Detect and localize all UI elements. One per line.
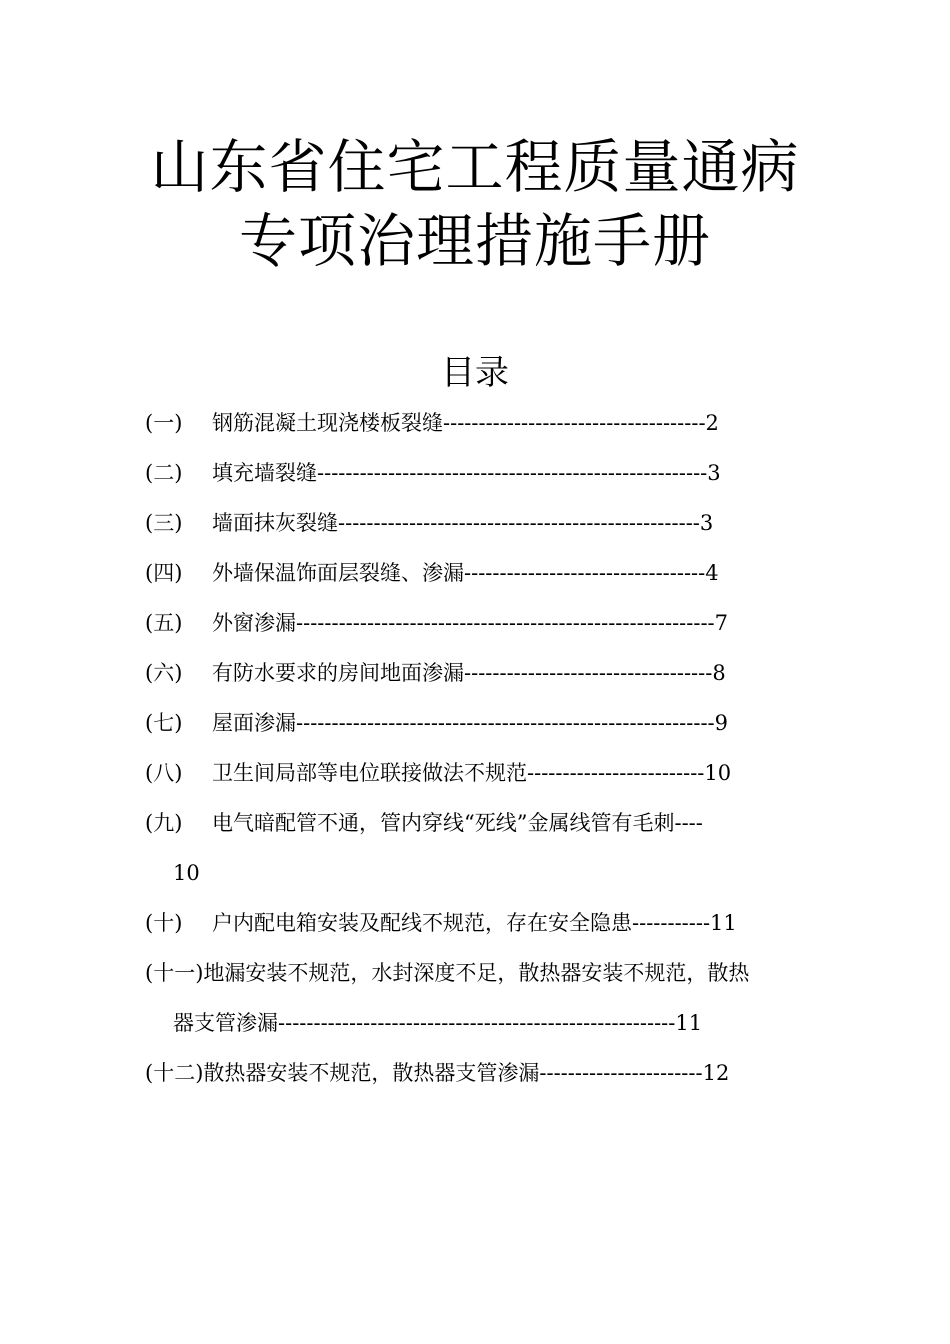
toc-item-text: 屋面渗漏-----------------------------------------------------------9	[212, 711, 729, 735]
toc-item	[145, 798, 810, 848]
toc-heading: 目录	[441, 353, 509, 393]
toc-item-text: 墙面抹灰裂缝---------------------------------------------------3	[212, 511, 714, 535]
toc-item	[145, 648, 810, 698]
document-title-line-1: 山东省住宅工程质量通病	[150, 133, 800, 201]
toc-item-text: 填充墙裂缝-------------------------------------------------------3	[212, 461, 721, 485]
toc-item-text: 电气暗配管不通，管内穿线“死线”金属线管有毛刺----	[212, 811, 703, 835]
toc-item-text: 外墙保温饰面层裂缝、渗漏----------------------------------4	[212, 561, 719, 585]
toc-item	[145, 1048, 810, 1098]
toc-item-number: (九)	[145, 811, 183, 835]
toc-item-continuation	[145, 998, 810, 1048]
toc-item-text: 外窗渗漏-----------------------------------------------------------7	[212, 611, 729, 635]
toc-item-text: 地漏安装不规范，水封深度不足，散热器安装不规范，散热	[203, 961, 750, 985]
toc-item-text: 钢筋混凝土现浇楼板裂缝-------------------------------------2	[212, 411, 719, 435]
toc-item-number: (二)	[145, 461, 183, 485]
toc-item-number: (八)	[145, 761, 183, 785]
toc-item	[145, 498, 810, 548]
toc-item-text: 有防水要求的房间地面渗漏-----------------------------------8	[212, 661, 726, 685]
toc-item-number: (三)	[145, 511, 183, 535]
toc-item-text: 卫生间局部等电位联接做法不规范-------------------------10	[212, 761, 732, 785]
toc-item	[145, 698, 810, 748]
toc-item-number: (十)	[145, 911, 183, 935]
toc-item-number: (十二)	[145, 1061, 204, 1085]
toc-item	[145, 898, 810, 948]
toc-item-number: (一)	[145, 411, 183, 435]
document-title-line-2: 专项治理措施手册	[238, 207, 711, 275]
toc-item-number: (十一)	[145, 961, 204, 985]
toc-item	[145, 598, 810, 648]
toc-item	[145, 398, 810, 448]
toc-item-continuation-text: 10	[173, 861, 200, 885]
toc-item-continuation	[145, 848, 810, 898]
toc-item	[145, 548, 810, 598]
toc-item	[145, 748, 810, 798]
toc-item-number: (四)	[145, 561, 183, 585]
table-of-contents	[145, 398, 810, 1098]
toc-item-continuation-text: 器支管渗漏--------------------------------------------------------11	[173, 1011, 703, 1035]
toc-item	[145, 448, 810, 498]
toc-item	[145, 948, 810, 998]
toc-item-number: (七)	[145, 711, 183, 735]
toc-item-text: 户内配电箱安装及配线不规范，存在安全隐患-----------11	[212, 911, 737, 935]
toc-item-number: (五)	[145, 611, 183, 635]
toc-item-text: 散热器安装不规范，散热器支管渗漏-----------------------12	[203, 1061, 730, 1085]
toc-item-number: (六)	[145, 661, 183, 685]
